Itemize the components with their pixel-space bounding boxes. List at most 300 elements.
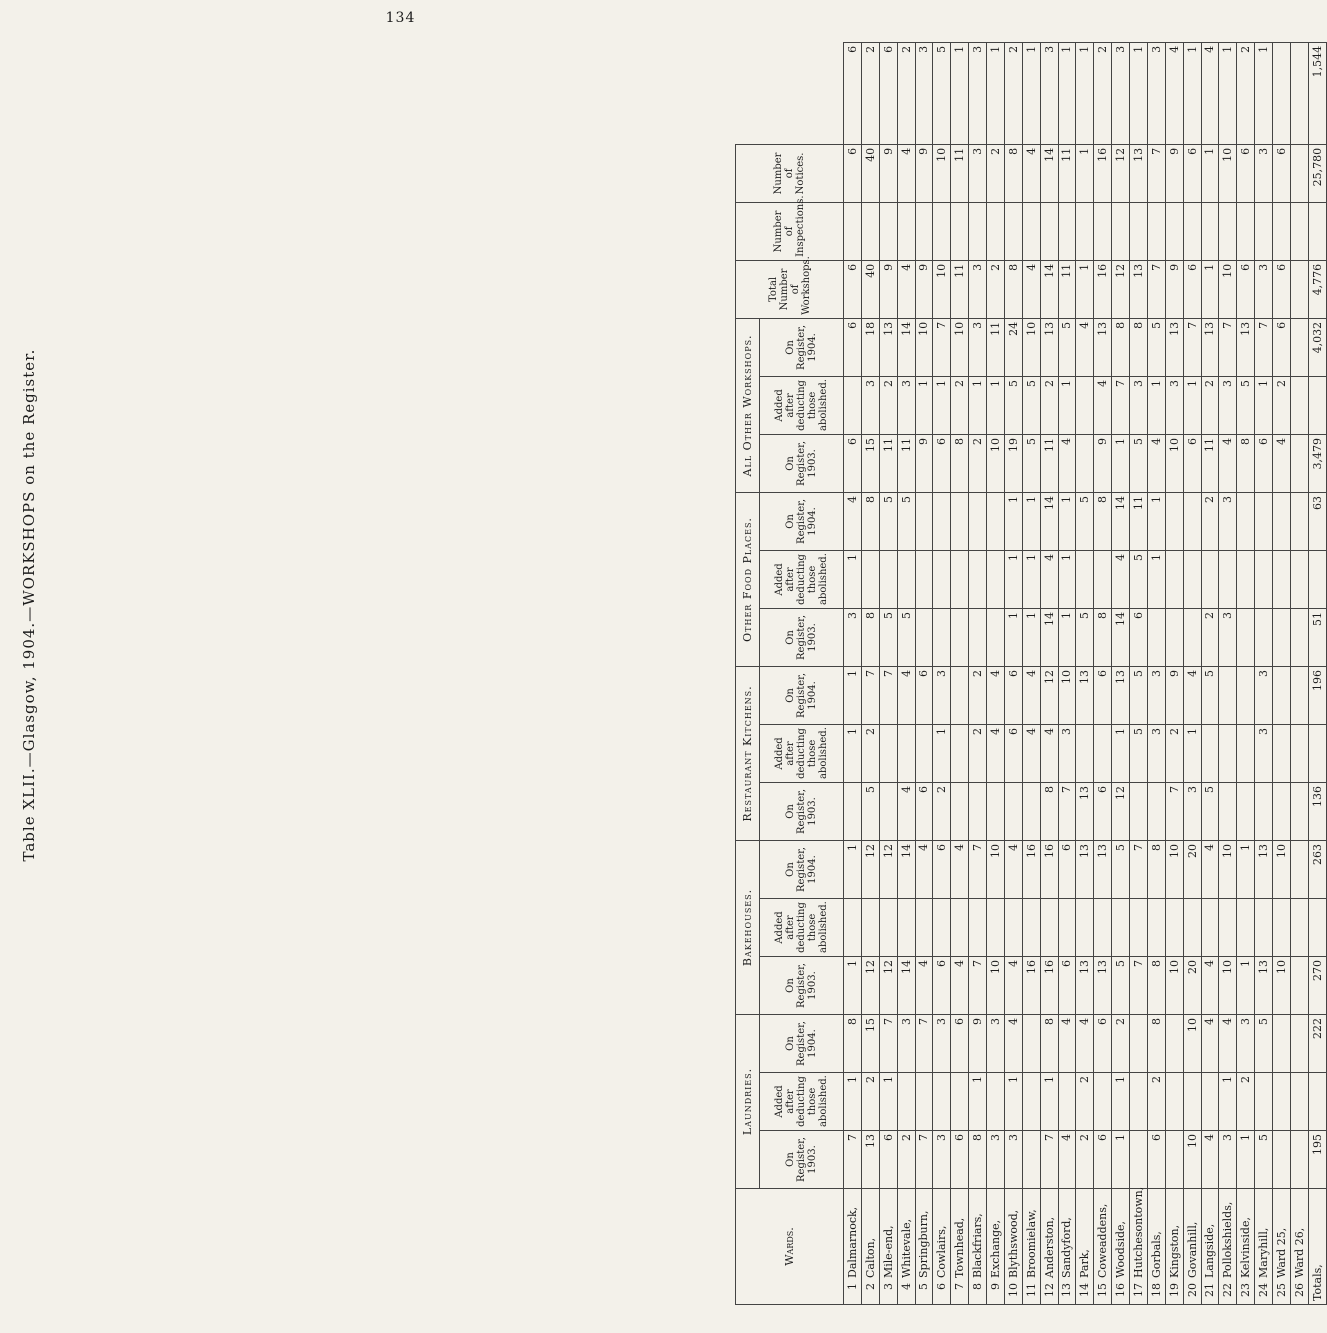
value-cell: 4 xyxy=(1076,318,1094,376)
ward-number: 22 xyxy=(1221,1283,1235,1297)
ward-cell xyxy=(1290,1189,1308,1305)
value-cell xyxy=(1201,899,1219,957)
ward-cell xyxy=(1183,1189,1201,1305)
value-cell xyxy=(969,550,987,608)
value-cell: 1 xyxy=(1183,42,1201,144)
value-cell: 10 xyxy=(933,260,951,318)
value-cell: 3 xyxy=(915,42,933,144)
value-cell: 4 xyxy=(1022,144,1040,202)
ward-number: 6 xyxy=(935,1283,949,1290)
value-cell: 9 xyxy=(879,260,897,318)
value-cell: 7 xyxy=(1058,782,1076,840)
value-cell: 16 xyxy=(1040,840,1058,898)
table-row xyxy=(1273,42,1291,1304)
value-cell: 1 xyxy=(1237,1131,1255,1189)
value-cell xyxy=(1201,1073,1219,1131)
value-cell: 2 xyxy=(1112,1015,1130,1073)
value-cell xyxy=(1308,724,1326,782)
ward-number: 17 xyxy=(1131,1283,1145,1297)
value-cell xyxy=(879,899,897,957)
ward-number: 10 xyxy=(1006,1283,1020,1297)
value-cell: 3 xyxy=(1183,782,1201,840)
notices-header: Number of Notices. xyxy=(736,144,844,202)
group-header-restaurant-kitchens: Restaurant Kitchens. xyxy=(736,666,760,840)
value-cell: 2 xyxy=(1237,1073,1255,1131)
ward-name: Springburn, xyxy=(917,1210,931,1278)
value-cell xyxy=(861,899,879,957)
value-cell xyxy=(1201,202,1219,260)
value-cell: 13 xyxy=(1076,666,1094,724)
value-cell: 2 xyxy=(987,144,1005,202)
value-cell: 2 xyxy=(1237,42,1255,144)
value-cell: 13 xyxy=(1201,318,1219,376)
value-cell: 2 xyxy=(1094,42,1112,144)
value-cell xyxy=(1273,899,1291,957)
group-header-other-food-places: Other Food Places. xyxy=(736,492,760,666)
value-cell xyxy=(1290,899,1308,957)
table-row xyxy=(1219,42,1237,1304)
value-cell: 13 xyxy=(1255,957,1273,1015)
ward-number: 18 xyxy=(1149,1283,1163,1297)
value-cell: 5 xyxy=(1022,434,1040,492)
value-cell: 9 xyxy=(969,1015,987,1073)
value-cell xyxy=(1273,608,1291,666)
ward-number: 19 xyxy=(1167,1283,1181,1297)
ward-number: 26 xyxy=(1292,1283,1306,1297)
ward-cell xyxy=(1022,1189,1040,1305)
value-cell: 4 xyxy=(987,724,1005,782)
value-cell xyxy=(1290,1015,1308,1073)
value-cell xyxy=(1076,376,1094,434)
value-cell xyxy=(1290,376,1308,434)
value-cell: 4 xyxy=(1183,666,1201,724)
value-cell xyxy=(861,202,879,260)
ward-name: Maryhill, xyxy=(1257,1227,1271,1278)
value-cell: 3 xyxy=(897,1015,915,1073)
value-cell: 3 xyxy=(1255,666,1273,724)
ward-cell xyxy=(1201,1189,1219,1305)
value-cell: 3 xyxy=(969,260,987,318)
sub-header: Added after deducting those abolished. xyxy=(760,376,844,434)
value-cell: 4 xyxy=(897,260,915,318)
value-cell: 1 xyxy=(1022,42,1040,144)
ward-cell xyxy=(879,1189,897,1305)
value-cell: 2 xyxy=(1201,492,1219,550)
value-cell xyxy=(951,608,969,666)
value-cell: 3 xyxy=(1112,42,1130,144)
value-cell: 7 xyxy=(1130,957,1148,1015)
value-cell xyxy=(915,608,933,666)
value-cell: 1 xyxy=(1237,957,1255,1015)
value-cell xyxy=(1094,724,1112,782)
value-cell: 7 xyxy=(1255,318,1273,376)
value-cell xyxy=(1165,608,1183,666)
ward-cell xyxy=(1094,1189,1112,1305)
value-cell: 4 xyxy=(1022,666,1040,724)
value-cell xyxy=(1255,492,1273,550)
value-cell: 7 xyxy=(933,318,951,376)
value-cell: 6 xyxy=(844,42,862,144)
value-cell: 4 xyxy=(1201,1131,1219,1189)
value-cell: 1 xyxy=(1112,1131,1130,1189)
wards-header: Wards. xyxy=(736,1189,844,1305)
value-cell xyxy=(1130,1131,1148,1189)
ward-cell xyxy=(951,1189,969,1305)
table-row xyxy=(1112,42,1130,1304)
ward-name: Kingston, xyxy=(1167,1224,1181,1278)
value-cell: 11 xyxy=(1201,434,1219,492)
value-cell: 1 xyxy=(1004,1073,1022,1131)
value-cell: 2 xyxy=(861,1073,879,1131)
value-cell: 5 xyxy=(879,492,897,550)
value-cell: 9 xyxy=(915,260,933,318)
ward-number: 3 xyxy=(881,1283,895,1290)
value-cell xyxy=(1201,550,1219,608)
value-cell: 1 xyxy=(879,1073,897,1131)
value-cell: 2 xyxy=(969,434,987,492)
value-cell xyxy=(1290,144,1308,202)
table-row xyxy=(1165,42,1183,1304)
value-cell: 3 xyxy=(1147,724,1165,782)
value-cell xyxy=(879,202,897,260)
value-cell: 6 xyxy=(1058,840,1076,898)
sub-header: On Register, 1904. xyxy=(760,492,844,550)
value-cell: 11 xyxy=(897,434,915,492)
value-cell: 4 xyxy=(1147,434,1165,492)
ward-name: Townhead, xyxy=(953,1217,967,1278)
value-cell xyxy=(1273,782,1291,840)
value-cell: 1 xyxy=(1058,492,1076,550)
ward-name: Gorbals, xyxy=(1149,1231,1163,1278)
value-cell: 8 xyxy=(969,1131,987,1189)
ward-cell xyxy=(915,1189,933,1305)
value-cell: 1 xyxy=(969,1073,987,1131)
value-cell xyxy=(1290,1131,1308,1189)
value-cell: 263 xyxy=(1308,840,1326,898)
value-cell: 1 xyxy=(951,42,969,144)
value-cell: 6 xyxy=(1094,1131,1112,1189)
value-cell xyxy=(1183,492,1201,550)
ward-cell xyxy=(987,1189,1005,1305)
value-cell: 12 xyxy=(1112,260,1130,318)
value-cell xyxy=(915,550,933,608)
value-cell: 5 xyxy=(1076,608,1094,666)
value-cell: 4 xyxy=(1004,840,1022,898)
value-cell: 1 xyxy=(1058,608,1076,666)
value-cell: 11 xyxy=(951,144,969,202)
value-cell: 1 xyxy=(1237,840,1255,898)
value-cell: 4,032 xyxy=(1308,318,1326,376)
value-cell: 5 xyxy=(1022,376,1040,434)
sub-header: On Register, 1903. xyxy=(760,608,844,666)
value-cell: 2 xyxy=(1147,1073,1165,1131)
value-cell xyxy=(951,782,969,840)
value-cell: 20 xyxy=(1183,957,1201,1015)
value-cell xyxy=(951,724,969,782)
value-cell: 6 xyxy=(1004,724,1022,782)
value-cell xyxy=(1058,202,1076,260)
value-cell xyxy=(915,202,933,260)
value-cell: 7 xyxy=(1219,318,1237,376)
ward-name: Govanhill, xyxy=(1185,1221,1199,1278)
value-cell: 14 xyxy=(1112,608,1130,666)
inspections-header: Number of Inspections. xyxy=(736,202,844,260)
value-cell xyxy=(1022,1073,1040,1131)
value-cell: 13 xyxy=(1076,957,1094,1015)
value-cell: 16 xyxy=(1094,260,1112,318)
ward-number: 20 xyxy=(1185,1283,1199,1297)
value-cell xyxy=(1183,899,1201,957)
ward-name: Park, xyxy=(1078,1249,1092,1278)
value-cell: 6 xyxy=(1183,434,1201,492)
value-cell xyxy=(897,550,915,608)
value-cell xyxy=(1165,550,1183,608)
value-cell: 2 xyxy=(969,666,987,724)
ward-number: 12 xyxy=(1042,1283,1056,1297)
value-cell: 5 xyxy=(1112,840,1130,898)
value-cell: 3 xyxy=(987,1131,1005,1189)
value-cell: 10 xyxy=(1273,957,1291,1015)
value-cell: 6 xyxy=(844,434,862,492)
value-cell xyxy=(1308,202,1326,260)
value-cell: 1 xyxy=(1076,260,1094,318)
value-cell: 6 xyxy=(1058,957,1076,1015)
value-cell xyxy=(1076,202,1094,260)
table-row xyxy=(1290,42,1308,1304)
value-cell: 6 xyxy=(1273,144,1291,202)
value-cell: 1 xyxy=(1022,608,1040,666)
value-cell: 5 xyxy=(1130,666,1148,724)
value-cell: 1 xyxy=(1255,42,1273,144)
sub-header: On Register, 1903. xyxy=(760,957,844,1015)
value-cell xyxy=(1273,724,1291,782)
value-cell: 11 xyxy=(1058,144,1076,202)
value-cell: 1,544 xyxy=(1308,42,1326,144)
value-cell: 12 xyxy=(879,957,897,1015)
value-cell xyxy=(951,492,969,550)
value-cell: 13 xyxy=(1094,840,1112,898)
value-cell: 6 xyxy=(1237,144,1255,202)
value-cell: 6 xyxy=(844,318,862,376)
value-cell xyxy=(987,1073,1005,1131)
value-cell: 15 xyxy=(861,434,879,492)
value-cell xyxy=(1237,724,1255,782)
value-cell xyxy=(933,608,951,666)
value-cell xyxy=(951,666,969,724)
value-cell: 3 xyxy=(1147,666,1165,724)
table-row xyxy=(969,42,987,1304)
value-cell: 5 xyxy=(1130,724,1148,782)
value-cell xyxy=(1130,899,1148,957)
value-cell xyxy=(1308,899,1326,957)
value-cell: 5 xyxy=(897,492,915,550)
value-cell: 4 xyxy=(1058,1015,1076,1073)
value-cell xyxy=(933,492,951,550)
value-cell: 4 xyxy=(951,957,969,1015)
table-row xyxy=(861,42,879,1304)
value-cell: 10 xyxy=(1219,957,1237,1015)
value-cell: 5 xyxy=(933,42,951,144)
value-cell xyxy=(1004,899,1022,957)
value-cell: 13 xyxy=(861,1131,879,1189)
value-cell: 6 xyxy=(1273,260,1291,318)
value-cell: 14 xyxy=(1040,144,1058,202)
value-cell xyxy=(1130,1073,1148,1131)
value-cell xyxy=(1219,899,1237,957)
value-cell: 5 xyxy=(1130,550,1148,608)
value-cell: 10 xyxy=(1219,144,1237,202)
value-cell: 3 xyxy=(969,144,987,202)
value-cell: 1 xyxy=(987,42,1005,144)
value-cell: 3 xyxy=(1040,42,1058,144)
value-cell: 3 xyxy=(1147,42,1165,144)
value-cell: 13 xyxy=(1165,318,1183,376)
value-cell xyxy=(1094,899,1112,957)
ward-number: 24 xyxy=(1257,1283,1271,1297)
value-cell: 1 xyxy=(1058,376,1076,434)
value-cell: 6 xyxy=(1183,260,1201,318)
value-cell xyxy=(933,550,951,608)
ward-cell xyxy=(1147,1189,1165,1305)
value-cell xyxy=(1255,1073,1273,1131)
value-cell: 2 xyxy=(969,724,987,782)
table-row xyxy=(879,42,897,1304)
value-cell: 5 xyxy=(1237,376,1255,434)
value-cell xyxy=(969,608,987,666)
value-cell xyxy=(1290,42,1308,144)
value-cell: 25,780 xyxy=(1308,144,1326,202)
value-cell: 10 xyxy=(1219,260,1237,318)
value-cell: 16 xyxy=(1022,957,1040,1015)
value-cell xyxy=(1255,899,1273,957)
ward-name: Whitevale, xyxy=(899,1218,913,1278)
table-row xyxy=(1058,42,1076,1304)
value-cell xyxy=(1290,492,1308,550)
ward-cell xyxy=(969,1189,987,1305)
value-cell: 4 xyxy=(1004,957,1022,1015)
value-cell: 270 xyxy=(1308,957,1326,1015)
value-cell xyxy=(1237,608,1255,666)
value-cell: 4 xyxy=(844,492,862,550)
value-cell: 7 xyxy=(1130,840,1148,898)
value-cell: 5 xyxy=(1130,434,1148,492)
value-cell xyxy=(1201,724,1219,782)
value-cell: 4 xyxy=(1219,1015,1237,1073)
value-cell xyxy=(951,202,969,260)
ward-cell xyxy=(1255,1189,1273,1305)
value-cell: 9 xyxy=(915,144,933,202)
value-cell xyxy=(969,202,987,260)
value-cell xyxy=(1290,260,1308,318)
value-cell: 7 xyxy=(879,666,897,724)
value-cell xyxy=(1290,550,1308,608)
ward-number: 9 xyxy=(988,1283,1002,1290)
table-row xyxy=(915,42,933,1304)
value-cell: 8 xyxy=(1147,840,1165,898)
value-cell: 3 xyxy=(861,376,879,434)
value-cell: 8 xyxy=(1147,957,1165,1015)
value-cell: 16 xyxy=(1040,957,1058,1015)
value-cell xyxy=(969,782,987,840)
value-cell: 3 xyxy=(1255,724,1273,782)
value-cell xyxy=(1255,608,1273,666)
value-cell: 4 xyxy=(1273,434,1291,492)
value-cell: 1 xyxy=(1022,492,1040,550)
value-cell xyxy=(1290,840,1308,898)
value-cell xyxy=(1237,202,1255,260)
value-cell xyxy=(987,202,1005,260)
ward-cell xyxy=(1165,1189,1183,1305)
value-cell: 11 xyxy=(1130,492,1148,550)
value-cell: 13 xyxy=(1255,840,1273,898)
sub-header: Added after deducting those abolished. xyxy=(760,899,844,957)
sub-header: On Register, 1904. xyxy=(760,666,844,724)
value-cell: 4 xyxy=(1201,957,1219,1015)
value-cell xyxy=(1290,608,1308,666)
ward-name: Ward 25, xyxy=(1274,1227,1288,1278)
value-cell xyxy=(879,782,897,840)
value-cell: 6 xyxy=(1094,1015,1112,1073)
value-cell: 11 xyxy=(879,434,897,492)
value-cell: 8 xyxy=(1130,318,1148,376)
value-cell: 12 xyxy=(1112,144,1130,202)
value-cell xyxy=(915,724,933,782)
value-cell: 2 xyxy=(951,376,969,434)
value-cell: 1 xyxy=(1219,1073,1237,1131)
value-cell: 4 xyxy=(1201,1015,1219,1073)
ward-number: 23 xyxy=(1239,1283,1253,1297)
value-cell: 4 xyxy=(897,144,915,202)
value-cell: 5 xyxy=(1147,318,1165,376)
value-cell: 10 xyxy=(987,957,1005,1015)
ward-name: Ward 26, xyxy=(1292,1227,1306,1278)
sub-header: On Register, 1904. xyxy=(760,318,844,376)
ward-cell xyxy=(1112,1189,1130,1305)
ward-name: Anderston, xyxy=(1042,1216,1056,1278)
value-cell: 13 xyxy=(1040,318,1058,376)
value-cell: 40 xyxy=(861,144,879,202)
value-cell xyxy=(987,899,1005,957)
value-cell: 2 xyxy=(1076,1131,1094,1189)
ward-number: 11 xyxy=(1024,1283,1038,1297)
value-cell xyxy=(969,492,987,550)
value-cell xyxy=(897,899,915,957)
value-cell xyxy=(1147,202,1165,260)
ward-cell xyxy=(1004,1189,1022,1305)
value-cell: 10 xyxy=(1165,434,1183,492)
value-cell xyxy=(1165,492,1183,550)
ward-number: 8 xyxy=(971,1283,985,1290)
value-cell: 7 xyxy=(1040,1131,1058,1189)
value-cell: 10 xyxy=(1183,1131,1201,1189)
value-cell: 2 xyxy=(1201,376,1219,434)
value-cell: 1 xyxy=(1112,724,1130,782)
value-cell xyxy=(987,782,1005,840)
value-cell: 1 xyxy=(1004,550,1022,608)
sub-header: Added after deducting those abolished. xyxy=(760,724,844,782)
value-cell xyxy=(915,899,933,957)
value-cell: 1 xyxy=(1058,42,1076,144)
ward-name: Pollokshields, xyxy=(1221,1201,1235,1278)
table-row xyxy=(1147,42,1165,1304)
ward-number: 2 xyxy=(863,1283,877,1290)
value-cell: 4 xyxy=(1201,42,1219,144)
value-cell: 11 xyxy=(951,260,969,318)
value-cell xyxy=(1004,202,1022,260)
value-cell xyxy=(1290,434,1308,492)
value-cell: 2 xyxy=(879,376,897,434)
value-cell: 2 xyxy=(897,42,915,144)
